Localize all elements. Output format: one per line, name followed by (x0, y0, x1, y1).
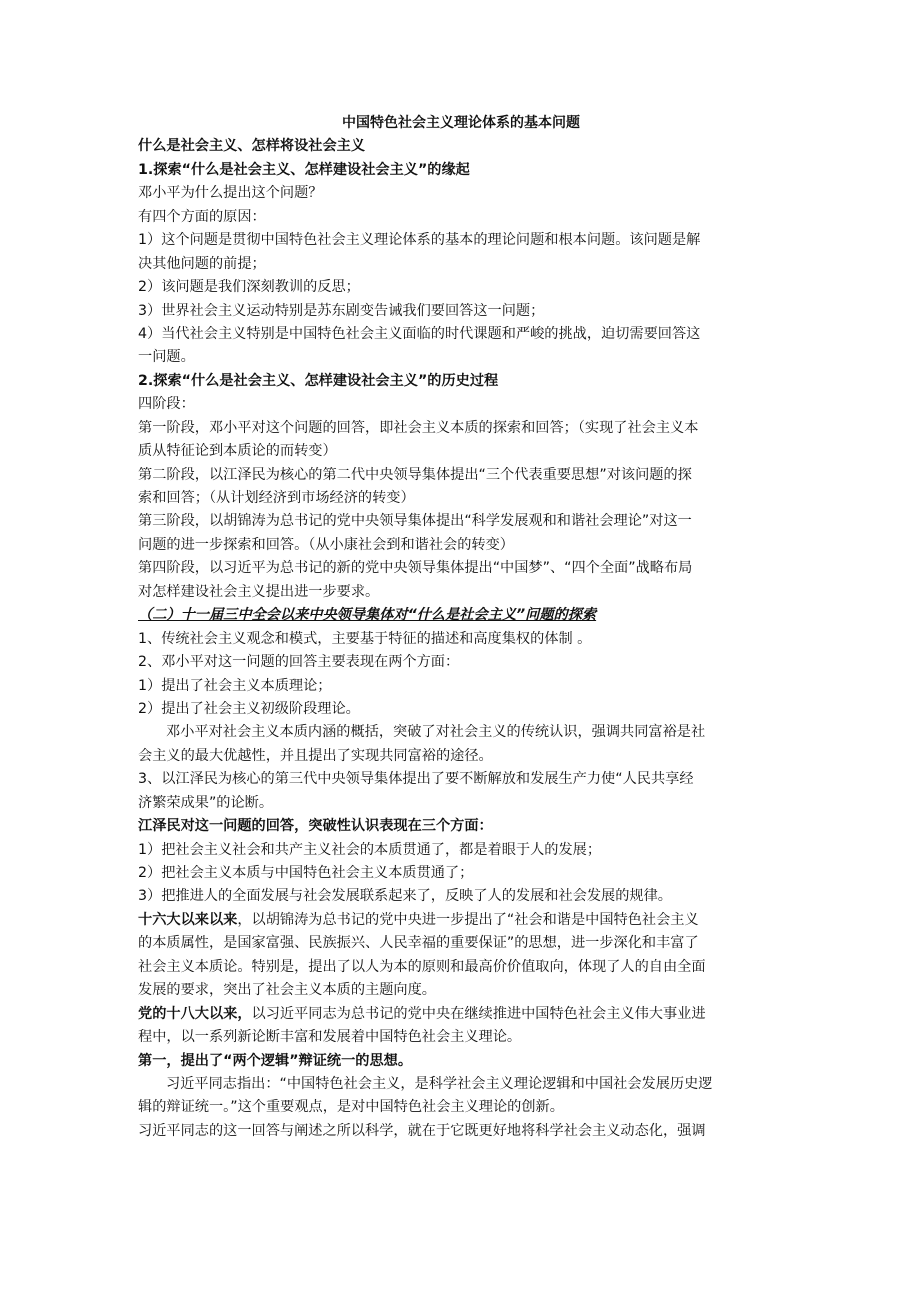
document-title: 中国特色社会主义理论体系的基本问题 (342, 115, 580, 131)
paragraph-cont: 程中，以一系列新论断丰富和发展着中国特色社会主义理论。 (138, 1029, 522, 1046)
list-item: 1）把社会主义社会和共产主义社会的本质贯通了，都是着眼于人的发展； (138, 841, 602, 858)
list-item: 3）世界社会主义运动特别是苏东剧变告诫我们要回答这一问题； (138, 302, 545, 319)
paragraph: 第三阶段，以胡锦涛为总书记的党中央领导集体提出“科学发展观和和谐社会理论”对这一 (138, 513, 692, 530)
paragraph-cont: 索和回答；（从计划经济到市场经济的转变） (138, 490, 415, 506)
paragraph-cont: 辑的辩证统一。”这个重要观点，是对中国特色社会主义理论的创新。 (138, 1099, 564, 1116)
list-item: 1）这个问题是贯彻中国特色社会主义理论体系的基本的理论问题和根本问题。该问题是解 (138, 232, 701, 249)
list-item: 2）提出了社会主义初级阶段理论。 (138, 700, 360, 717)
paragraph: 第二阶段，以江泽民为核心的第二代中央领导集体提出“三个代表重要思想”对该问题的探 (138, 466, 692, 483)
list-item-cont: 决其他问题的前提； (138, 255, 266, 272)
paragraph-cont: 对怎样建设社会主义提出进一步要求。 (138, 583, 380, 600)
paragraph: 第四阶段，以习近平为总书记的新的党中央领导集体提出“中国梦”、“四个全面”战略布局 (138, 560, 693, 577)
paragraph: 四阶段： (138, 396, 195, 413)
subheading-jzm: 江泽民对这一问题的回答，突破性认识表现在三个方面： (138, 818, 493, 835)
paragraph: 邓小平为什么提出这个问题？ (138, 185, 323, 202)
paragraph-cont: 发展的要求，突出了社会主义本质的主题向度。 (138, 982, 436, 999)
list-item-cont: 一问题。 (138, 349, 195, 366)
paragraph-cont: 会主义的最大优越性，并且提出了实现共同富裕的途径。 (138, 747, 493, 764)
list-item: 3）把推进人的全面发展与社会发展联系起来了，反映了人的发展和社会发展的规律。 (138, 888, 672, 905)
list-item: 4）当代社会主义特别是中国特色社会主义面临的时代课题和严峻的挑战，迫切需要回答这 (138, 325, 701, 342)
list-item: 1、传统社会主义观念和模式，主要基于特征的描述和高度集权的体制 。 (138, 630, 592, 647)
section-2-title: 2.探索“什么是社会主义、怎样建设社会主义”的历史过程 (138, 372, 499, 389)
list-item: 3、以江泽民为核心的第三代中央领导集体提出了要不断解放和发展生产力使“人民共享经 (138, 771, 694, 788)
document-page (138, 112, 784, 1143)
paragraph: 第一阶段，邓小平对这个问题的回答，即社会主义本质的探索和回答；（实现了社会主义本 (138, 419, 699, 436)
paragraph: 习近平同志的这一回答与阐述之所以科学，就在于它既更好地将科学社会主义动态化，强调 (138, 1122, 706, 1139)
heading-main: 什么是社会主义、怎样将设社会主义 (138, 138, 366, 155)
list-item: 2、邓小平对这一问题的回答主要表现在两个方面： (138, 654, 460, 671)
paragraph-text: 以习近平同志为总书记的党中央在继续推进中国特色社会主义伟大事业进 (251, 1005, 706, 1022)
bold-lead: 党的十八大以来， (138, 1005, 252, 1022)
paragraph-text: ，以胡锦涛为总书记的党中央进一步提出了“社会和谐是中国特色社会主义 (237, 911, 699, 928)
paragraph: 习近平同志指出：“中国特色社会主义，是科学社会主义理论逻辑和中国社会发展历史逻 (166, 1075, 713, 1092)
paragraph-cont: 的本质属性，是国家富强、民族振兴、人民幸福的重要保证”的思想，进一步深化和丰富了 (138, 935, 699, 952)
paragraph (138, 909, 784, 932)
list-item-cont: 济繁荣成果”的论断。 (138, 794, 274, 811)
section-3-title: （二）十一届三中全会以来中央领导集体对“什么是社会主义”问题的探索 (138, 607, 597, 624)
list-item: 2）该问题是我们深刻教训的反思； (138, 279, 360, 296)
paragraph (138, 1003, 784, 1026)
paragraph: 有四个方面的原因： (138, 208, 266, 225)
paragraph: 邓小平对社会主义本质内涵的概括，突破了对社会主义的传统认识，强调共同富裕是社 (166, 724, 706, 741)
list-item: 1）提出了社会主义本质理论； (138, 677, 332, 694)
paragraph-cont: 质从特征论到本质论的而转变） (138, 443, 337, 460)
subheading-first: 第一，提出了“两个逻辑”辩证统一的思想。 (138, 1052, 413, 1069)
list-item: 2）把社会主义本质与中国特色社会主义本质贯通了； (138, 865, 474, 881)
paragraph-cont: 社会主义本质论。特别是，提出了以人为本的原则和最高价价值取向，体现了人的自由全面 (138, 958, 706, 975)
bold-lead: 十六大以来以来 (138, 911, 238, 928)
section-1-title: 1.探索“什么是社会主义、怎样建设社会主义”的缘起 (138, 161, 470, 178)
paragraph-cont: 问题的进一步探索和回答。（从小康社会到和谐社会的转变） (138, 536, 514, 553)
